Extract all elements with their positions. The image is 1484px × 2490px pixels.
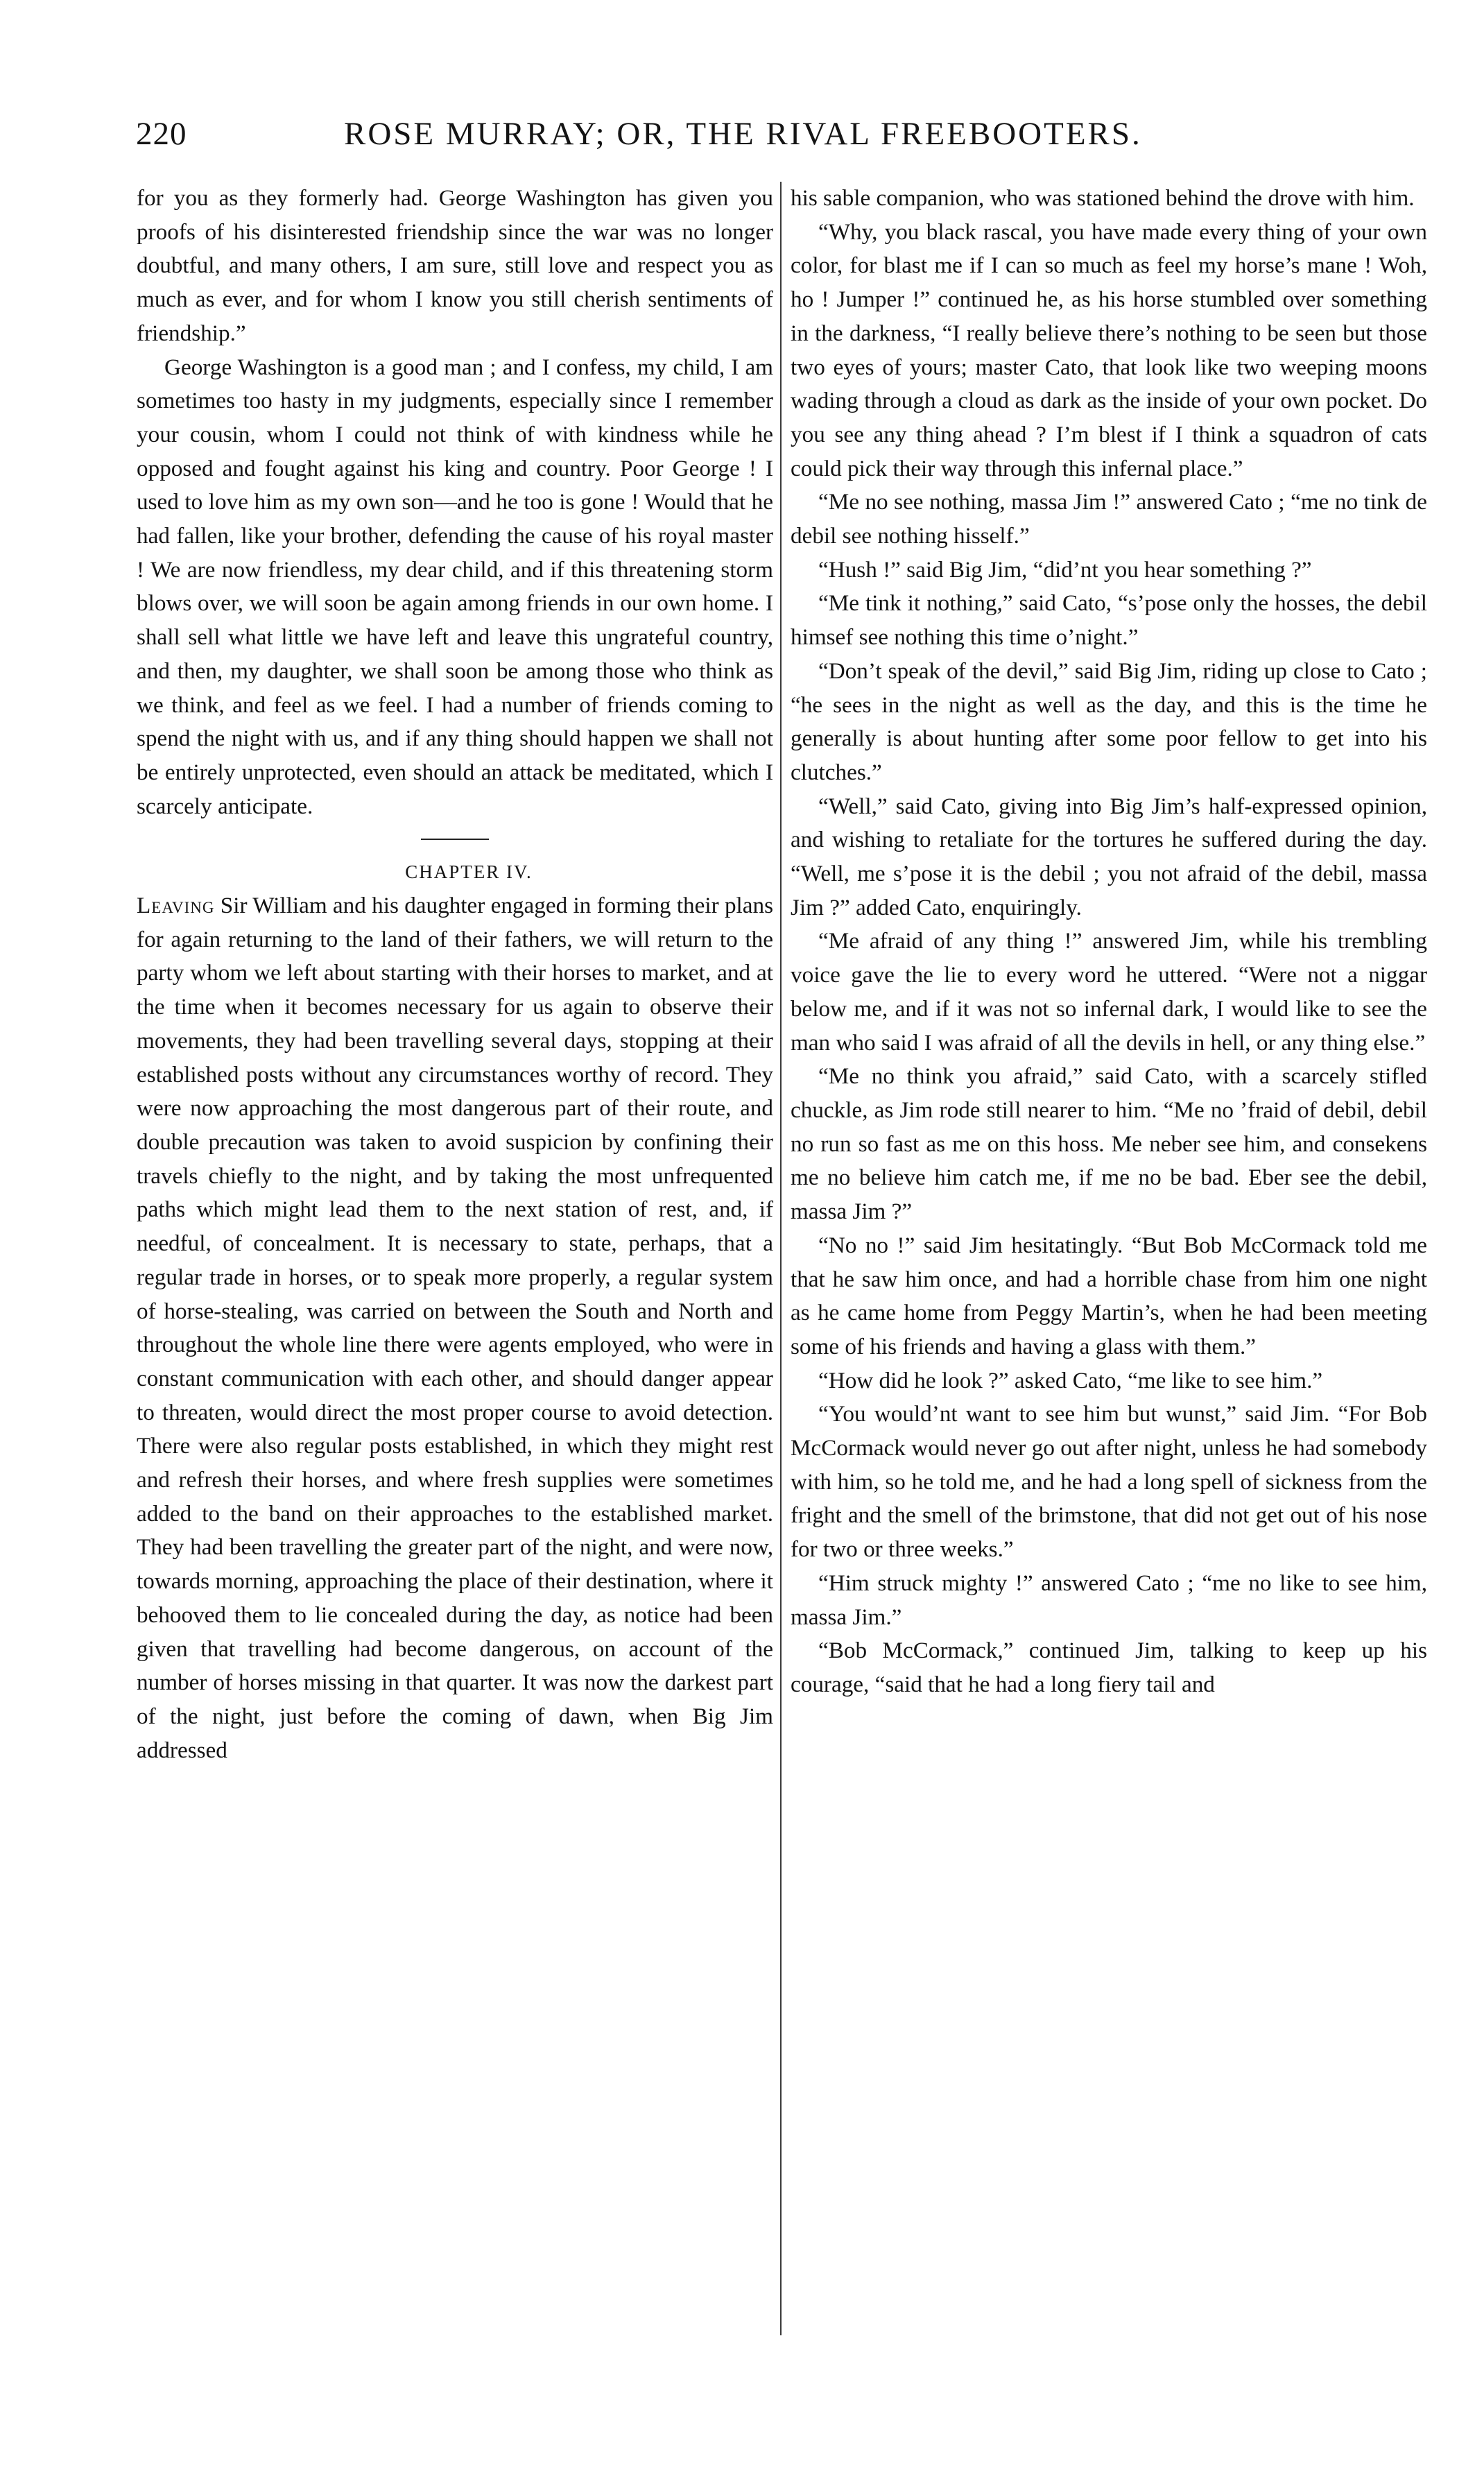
chapter-lead-word: Leaving — [137, 893, 215, 919]
right-paragraph-8: “Me afraid of any thing !” answered Jim, while his trembling voice gave the lie to every word he uttered. “Were not a niggar below me, and if it was not so infernal dark, I would like to see the man who said I was afraid of all the devils in hell, or any thing else.” — [791, 928, 1427, 1056]
chapter-opening-paragraph — [137, 889, 773, 1767]
right-column — [791, 182, 1427, 1702]
right-paragraph-2: “Why, you black rascal, you have made every thing of your own color, for blast me if I can so much as feel my horse’s mane ! Woh, ho ! Jumper !” continued he, as his horse stumbled over something in the darkness, “I really believe there’s nothing to be seen but those two eyes of yours; master Cato, that look like two weeping moons wading through a cloud as dark as the inside of your own pocket. Do you see any thing ahead ? I’m blest if I think a squadron of cats could pick their way through this infernal place.” — [791, 218, 1427, 481]
right-paragraph-13: “Him struck mighty !” answered Cato ; “me no like to see him, massa Jim.” — [791, 1570, 1427, 1630]
right-paragraph-11: “How did he look ?” asked Cato, “me like to see him.” — [818, 1367, 1323, 1393]
section-divider — [421, 839, 489, 840]
chapter-body-text: Sir William and his daughter engaged in forming their plans for again returning to the land of their fathers, we will return to the party whom we left about starting with their horses to market, and at the time when it becomes necessary for us again to observe their movements, they had been travelling several days, stopping at their established posts without any circumstances worthy of record. They were now approaching the most dangerous part of their route, and double precaution was taken to avoid suspicion by confining their travels chiefly to the night, and by taking the most unfrequented paths which might lead them to the next station of rest, and, if needful, of concealment. It is necessary to state, perhaps, that a regular trade in horses, or to speak more properly, a regular system of horse-stealing, was carried on between the South and North and throughout the whole line there were agents employed, who were in constant communication with each other, and should danger appear to threaten, would direct the most proper course to avoid detection. There were also regular posts established, in which they might rest and refresh their horses, and where fresh supplies were sometimes added to the band on their approaches to the established market. They had been travelling the greater part of the night, and were now, towards morning, approaching the place of their destination, where it behooved them to lie concealed during the day, as notice had been given that travelling had become dangerous, on account of the number of horses missing in that quarter. It was now the darkest part of the night, just before the coming of dawn, when Big Jim addressed — [137, 893, 773, 1763]
right-paragraph-12: “You would’nt want to see him but wunst,” said Jim. “For Bob McCormack would never go out after night, unless he had somebody with him, so he told me, and he had a long spell of sickness from the fright and the smell of the brimstone, that did not get out of his nose for two or three weeks.” — [791, 1401, 1427, 1563]
right-paragraph-5: “Me tink it nothing,” said Cato, “s’pose only the hosses, the debil himsef see nothing this time o’night.” — [791, 590, 1427, 651]
column-divider — [780, 182, 782, 2335]
right-paragraph-7: “Well,” said Cato, giving into Big Jim’s half-expressed opinion, and wishing to retaliate for the tortures he suffered during the day. “Well, me s’pose it is the debil ; you not afraid of the debil, massa Jim ?” added Cato, enquiringly. — [791, 793, 1427, 920]
left-paragraph-2: George Washington is a good man ; and I confess, my child, I am sometimes too hasty in my judgments, especially since I remember your cousin, whom I could not think of with kindness while he opposed and fought against his king and country. Poor George ! I used to love him as my own son—and he too is gone ! Would that he had fallen, like your brother, defending the cause of his royal master ! We are now friendless, my dear child, and if this threatening storm blows over, we will soon be again among friends in our own home. I shall sell what little we have left and leave this ungrateful country, and then, my daughter, we shall soon be among those who think as we think, and feel as we feel. I had a number of friends coming to spend the night with us, and if any thing should happen we shall not be entirely unprotected, even should an attack be meditated, which I scarcely anticipate. — [137, 354, 773, 819]
right-paragraph-3: “Me no see nothing, massa Jim !” answered Cato ; “me no tink de debil see nothing hisself.” — [791, 489, 1427, 549]
right-paragraph-14: “Bob McCormack,” continued Jim, talking to keep up his courage, “said that he had a long fiery tail and — [791, 1638, 1427, 1697]
page-number: 220 — [136, 116, 187, 152]
right-paragraph-10: “No no !” said Jim hesitatingly. “But Bob McCormack told me that he saw him once, and had a horrible chase from him one night as he came home from Peggy Martin’s, when he had been meeting some of his friends and having a glass with them.” — [791, 1232, 1427, 1359]
right-paragraph-9: “Me no think you afraid,” said Cato, with a scarcely stifled chuckle, as Jim rode still nearer to him. “Me no ’fraid of debil, debil no run so fast as me on this hoss. Me neber see him, and consekens me no believe him catch me, if me no be bad. Eber see the debil, massa Jim ?” — [791, 1063, 1427, 1225]
left-column — [137, 182, 773, 1767]
running-title: ROSE MURRAY; OR, THE RIVAL FREEBOOTERS. — [344, 116, 1142, 152]
left-paragraph-1: for you as they formerly had. George Washington has given you proofs of his disinterested friendship since the war was no longer doubtful, and many others, I am sure, still love and respect you as much as ever, and for whom I know you still cherish sentiments of friendship.” — [137, 185, 773, 346]
right-paragraph-1: his sable companion, who was stationed behind the drove with him. — [791, 185, 1415, 211]
page-header — [136, 115, 1259, 165]
right-paragraph-6: “Don’t speak of the devil,” said Big Jim, riding up close to Cato ; “he sees in the night as well as the day, and this is the time he generally is about hunting after some poor fellow to get into his clutches.” — [791, 658, 1427, 785]
chapter-heading: CHAPTER IV. — [405, 861, 533, 883]
right-paragraph-4: “Hush !” said Big Jim, “did’nt you hear something ?” — [818, 556, 1312, 583]
